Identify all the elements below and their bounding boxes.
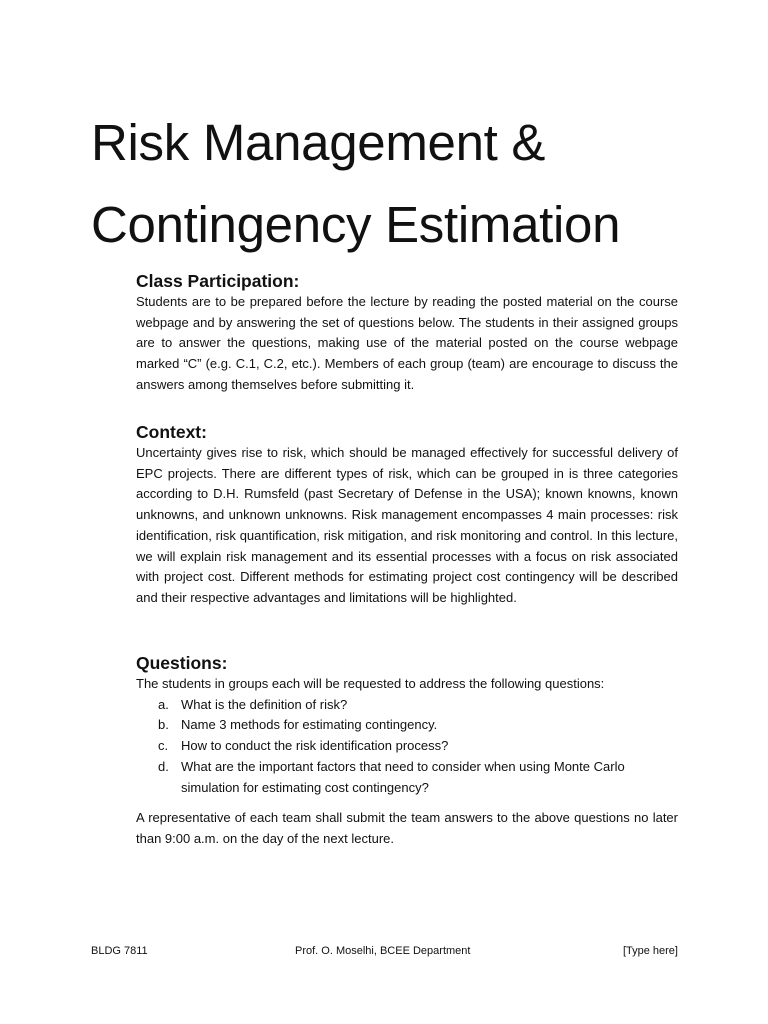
title-line-2: Contingency Estimation bbox=[91, 196, 621, 253]
submission-note: A representative of each team shall submit the team answers to the above questions no later than 9:00 a.m. on the day of the next lecture. bbox=[136, 810, 678, 846]
question-item bbox=[136, 715, 678, 736]
footer-instructor: Prof. O. Moselhi, BCEE Department bbox=[295, 945, 471, 957]
footer-course-code: BLDG 7811 bbox=[91, 945, 148, 957]
document-title bbox=[91, 102, 620, 266]
question-item bbox=[136, 695, 678, 716]
question-text: What is the definition of risk? bbox=[181, 696, 348, 712]
questions-section bbox=[136, 652, 678, 850]
questions-list bbox=[136, 695, 678, 799]
question-marker: a. bbox=[158, 696, 169, 712]
question-text: How to conduct the risk identification process? bbox=[181, 738, 449, 754]
question-text: Name 3 methods for estimating contingency. bbox=[181, 717, 438, 733]
title-line-1: Risk Management & bbox=[91, 114, 546, 171]
question-item bbox=[136, 757, 678, 798]
question-marker: d. bbox=[158, 758, 169, 774]
context-section bbox=[136, 421, 678, 609]
question-text: What are the important factors that need to consider when using Monte Carlo simulation for estimating cost contingency? bbox=[181, 758, 625, 795]
footer-placeholder: [Type here] bbox=[622, 945, 678, 957]
question-marker: b. bbox=[158, 717, 169, 733]
question-item bbox=[136, 736, 678, 757]
question-marker: c. bbox=[158, 738, 169, 754]
class-participation-section bbox=[136, 270, 678, 396]
context-heading: Context: bbox=[136, 422, 207, 442]
questions-intro: The students in groups each will be requested to address the following questions: bbox=[136, 676, 605, 691]
class-participation-body: Students are to be prepared before the lecture by reading the posted material on the course webpage and by answering the set of questions below. The students in their assigned groups are to answer the questions, making use of the material posted on the course webpage marked “C” (e.g. C.1, C.2, etc.). Members of each group (team) are encourage to discuss the answers among themselves before submitting it. bbox=[136, 294, 678, 392]
questions-heading: Questions: bbox=[136, 653, 228, 673]
class-participation-heading: Class Participation: bbox=[136, 271, 300, 291]
context-body: Uncertainty gives rise to risk, which should be managed effectively for successful delivery of EPC projects. There are different types of risk, which can be grouped in is three categories according to D.H. Rumsfeld (past Secretary of Defense in the USA); known knowns, known unknowns, and unknown unknowns. Risk management encompasses 4 main processes: risk identification, risk quantification, risk mitigation, and risk monitoring and control. In this lecture, we will explain risk management and its essential processes with a focus on risk associated with project cost. Different methods for estimating project cost contingency will be described and their respective advantages and limitations will be highlighted. bbox=[136, 445, 678, 605]
